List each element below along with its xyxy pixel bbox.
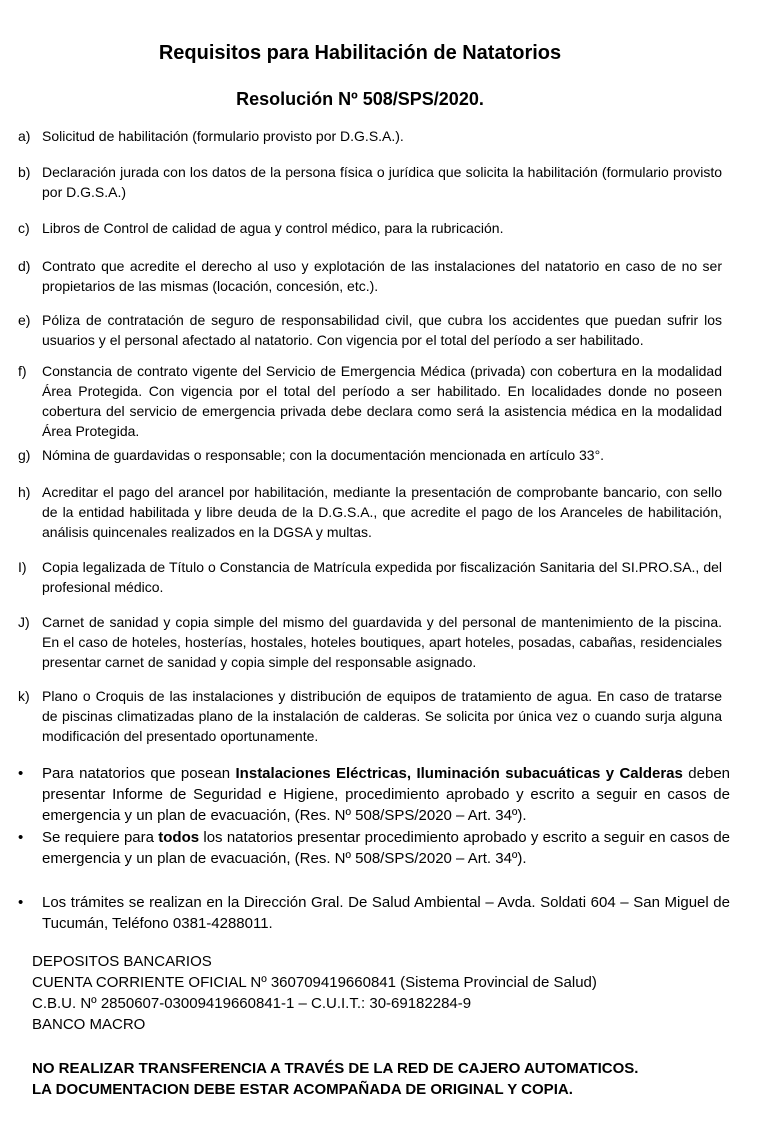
warning-transfer: NO REALIZAR TRANSFERENCIA A TRAVÉS DE LA RED DE CAJERO AUTOMATICOS. [32, 1060, 639, 1077]
warning-documentation: LA DOCUMENTACION DEBE ESTAR ACOMPAÑADA DE ORIGINAL Y COPIA. [32, 1081, 573, 1098]
requirement-letter: h) [18, 484, 31, 500]
bullet-text: Los trámites se realizan en la Dirección Gral. De Salud Ambiental – Avda. Soldati 604 – San Miguel de Tucumán, Teléfono 0381-4288011. [42, 894, 730, 932]
bullet-text-bold: todos [158, 829, 200, 846]
requirement-text: Carnet de sanidad y copia simple del mismo del guardavida y del personal de mantenimiento de la piscina. En el caso de hoteles, hosterías, hostales, hoteles boutiques, apart hoteles, posadas, cabañas, residenciales presentar carnet de sanidad y copia simple del responsable asignado. [42, 614, 722, 670]
bullet-text-pre: Se requiere para [42, 829, 159, 846]
requirement-a [18, 126, 722, 146]
bullet-all-pools [18, 827, 730, 869]
requirement-f [18, 361, 722, 441]
requirement-text: Libros de Control de calidad de agua y control médico, para la rubricación. [42, 220, 504, 236]
requirement-c [18, 218, 722, 238]
requirement-g [18, 445, 722, 465]
bullet-icon: • [18, 894, 24, 911]
bullet-text [42, 827, 730, 869]
resolution-subtitle: Resolución Nº 508/SPS/2020. [236, 89, 484, 109]
requirement-text: Declaración jurada con los datos de la persona física o jurídica que solicita la habilitación (formulario provisto por D.G.S.A.) [42, 164, 722, 200]
requirement-letter: k) [18, 688, 30, 704]
bullet-text-bold: Instalaciones Eléctricas, Iluminación subacuáticas y Calderas [235, 765, 683, 782]
bullet-text-post: los natatorios presentar procedimiento aprobado y escrito a seguir en casos de emergencia y un plan de evacuación, (Res. Nº 508/SPS/2020 – Art. 34º). [42, 829, 730, 867]
requirement-letter: e) [18, 312, 31, 328]
requirement-letter: b) [18, 164, 31, 180]
requirement-text: Nómina de guardavidas o responsable; con la documentación mencionada en artículo 33°. [42, 447, 605, 463]
requirement-text: Póliza de contratación de seguro de responsabilidad civil, que cubra los accidentes que puedan sufrir los usuarios y el personal afectado al natatorio. Con vigencia por el total del período a ser habilitado. [42, 312, 722, 348]
requirement-text: Solicitud de habilitación (formulario provisto por D.G.S.A.). [42, 128, 404, 144]
requirement-text: Acreditar el pago del arancel por habilitación, mediante la presentación de comprobante bancario, con sello de la entidad habilitada y libre deuda de la D.G.S.A., que acredite el pago de los Aranceles de habilitación, análisis quincenales realizados en la DGSA y multas. [42, 484, 722, 540]
requirement-letter: J) [18, 614, 30, 630]
page-title [0, 42, 720, 65]
requirement-text: Constancia de contrato vigente del Servicio de Emergencia Médica (privada) con cobertura en la modalidad Área Protegida. Con vigencia por el total del período a ser habilitado. En localidades donde no poseen cobertura del servicio de emergencia privada debe declara como será la asistencia médica en la modalidad Área Protegida. [42, 363, 722, 439]
bank-account: CUENTA CORRIENTE OFICIAL Nº 360709419660841 (Sistema Provincial de Salud) [32, 974, 597, 991]
page-title-text: Requisitos para Habilitación de Natatorios [158, 42, 562, 64]
bullet-icon: • [18, 765, 24, 782]
bullet-text-post: deben presentar Informe de Seguridad e Higiene, procedimiento aprobado y escrito a seguir en casos de emergencia y un plan de evacuación, (Res. Nº 508/SPS/2020 – Art. 34º). [42, 765, 730, 824]
requirement-letter: a) [18, 128, 31, 144]
bank-cbu: C.B.U. Nº 2850607-03009419660841-1 – C.U.I.T.: 30-69182284-9 [32, 995, 472, 1012]
bullet-installations [18, 763, 730, 826]
bullet-text-pre: Para natatorios que posean [42, 765, 236, 782]
bank-heading: DEPOSITOS BANCARIOS [32, 953, 212, 970]
bullet-text [42, 763, 730, 826]
requirement-text: Plano o Croquis de las instalaciones y distribución de equipos de tratamiento de agua. En caso de tratarse de piscinas climatizadas plano de la instalación de calderas. Se solicita por única vez o cuando surja alguna modificación del presentado oportunamente. [42, 688, 722, 744]
requirement-k [18, 686, 722, 746]
requirement-text: Copia legalizada de Título o Constancia de Matrícula expedida por fiscalización Sanitaria del SI.PRO.SA., del profesional médico. [42, 559, 722, 595]
requirement-e [18, 310, 722, 350]
requirement-text: Contrato que acredite el derecho al uso y explotación de las instalaciones del natatorio en caso de no ser propietarios de las mismas (locación, concesión, etc.). [42, 258, 722, 294]
bullet-icon: • [18, 829, 24, 846]
requirement-j [18, 612, 722, 672]
requirement-h [18, 482, 722, 542]
requirement-letter: f) [18, 363, 27, 379]
requirement-b [18, 162, 722, 202]
bullet-procedures [18, 892, 730, 934]
requirement-letter: c) [18, 220, 30, 236]
requirement-letter: g) [18, 447, 31, 463]
requirement-i [18, 557, 722, 597]
requirement-letter: d) [18, 258, 31, 274]
bank-name: BANCO MACRO [32, 1016, 146, 1033]
requirement-d [18, 256, 722, 296]
requirement-letter: I) [18, 559, 27, 575]
